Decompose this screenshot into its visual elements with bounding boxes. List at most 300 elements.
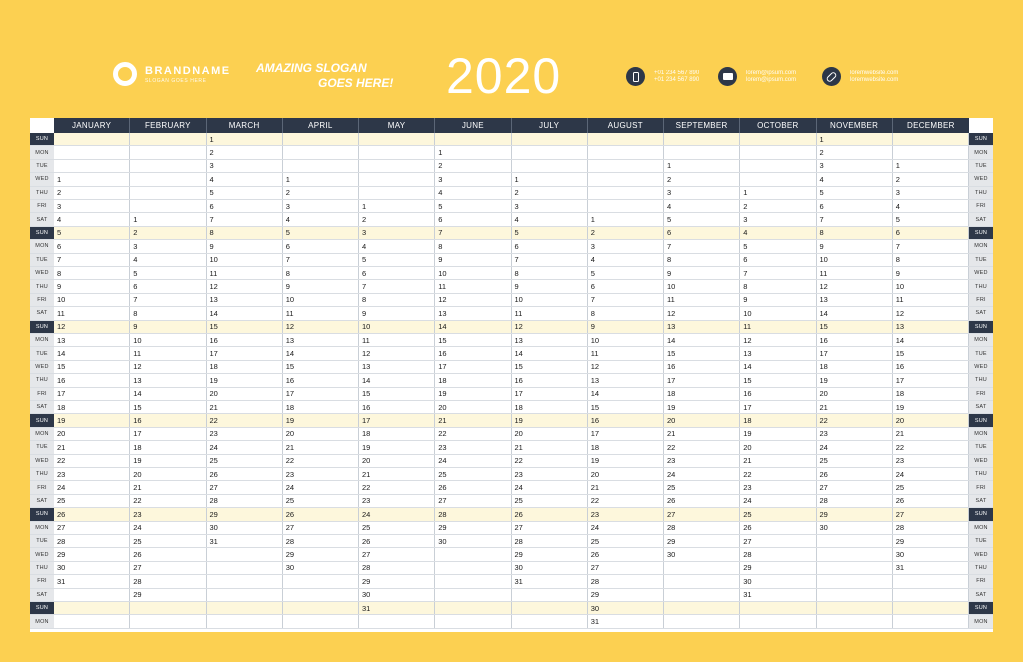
- day-cell[interactable]: [893, 602, 969, 614]
- day-cell[interactable]: [817, 575, 893, 587]
- day-cell[interactable]: [130, 160, 206, 172]
- day-cell[interactable]: 25: [740, 508, 816, 520]
- day-cell[interactable]: 1: [283, 173, 359, 185]
- day-cell[interactable]: 23: [740, 481, 816, 493]
- day-cell[interactable]: 30: [588, 602, 664, 614]
- day-cell[interactable]: 26: [664, 495, 740, 507]
- day-cell[interactable]: 18: [664, 388, 740, 400]
- day-cell[interactable]: 6: [283, 240, 359, 252]
- day-cell[interactable]: 31: [207, 535, 283, 547]
- day-cell[interactable]: 2: [283, 187, 359, 199]
- day-cell[interactable]: 25: [130, 535, 206, 547]
- day-cell[interactable]: 5: [664, 213, 740, 225]
- day-cell[interactable]: 16: [435, 347, 511, 359]
- day-cell[interactable]: 4: [740, 227, 816, 239]
- day-cell[interactable]: 21: [817, 401, 893, 413]
- day-cell[interactable]: 23: [359, 495, 435, 507]
- day-cell[interactable]: [588, 160, 664, 172]
- day-cell[interactable]: [740, 615, 816, 627]
- day-cell[interactable]: [130, 200, 206, 212]
- day-cell[interactable]: 5: [893, 213, 969, 225]
- day-cell[interactable]: 7: [512, 254, 588, 266]
- day-cell[interactable]: 26: [588, 548, 664, 560]
- day-cell[interactable]: 18: [435, 374, 511, 386]
- day-cell[interactable]: 6: [207, 200, 283, 212]
- day-cell[interactable]: [54, 160, 130, 172]
- day-cell[interactable]: 12: [512, 321, 588, 333]
- day-cell[interactable]: 3: [740, 213, 816, 225]
- day-cell[interactable]: 31: [893, 562, 969, 574]
- day-cell[interactable]: 9: [130, 321, 206, 333]
- day-cell[interactable]: 11: [893, 294, 969, 306]
- day-cell[interactable]: 30: [893, 548, 969, 560]
- day-cell[interactable]: 7: [54, 254, 130, 266]
- day-cell[interactable]: 5: [130, 267, 206, 279]
- day-cell[interactable]: [54, 133, 130, 145]
- day-cell[interactable]: 14: [740, 361, 816, 373]
- day-cell[interactable]: 28: [893, 522, 969, 534]
- day-cell[interactable]: 21: [130, 481, 206, 493]
- day-cell[interactable]: 14: [817, 307, 893, 319]
- day-cell[interactable]: 27: [893, 508, 969, 520]
- day-cell[interactable]: 24: [664, 468, 740, 480]
- day-cell[interactable]: 19: [207, 374, 283, 386]
- day-cell[interactable]: [359, 160, 435, 172]
- day-cell[interactable]: 25: [283, 495, 359, 507]
- day-cell[interactable]: 10: [54, 294, 130, 306]
- day-cell[interactable]: 29: [435, 522, 511, 534]
- day-cell[interactable]: 15: [664, 347, 740, 359]
- day-cell[interactable]: 23: [512, 468, 588, 480]
- day-cell[interactable]: 7: [359, 280, 435, 292]
- day-cell[interactable]: 16: [54, 374, 130, 386]
- day-cell[interactable]: 18: [130, 441, 206, 453]
- day-cell[interactable]: 16: [130, 414, 206, 426]
- day-cell[interactable]: 4: [359, 240, 435, 252]
- day-cell[interactable]: 28: [817, 495, 893, 507]
- day-cell[interactable]: 14: [130, 388, 206, 400]
- day-cell[interactable]: [740, 146, 816, 158]
- day-cell[interactable]: 1: [359, 200, 435, 212]
- day-cell[interactable]: 7: [283, 254, 359, 266]
- day-cell[interactable]: 2: [130, 227, 206, 239]
- day-cell[interactable]: [817, 615, 893, 627]
- day-cell[interactable]: [207, 562, 283, 574]
- day-cell[interactable]: 19: [130, 455, 206, 467]
- day-cell[interactable]: 25: [512, 495, 588, 507]
- day-cell[interactable]: 30: [817, 522, 893, 534]
- day-cell[interactable]: 6: [54, 240, 130, 252]
- day-cell[interactable]: [435, 562, 511, 574]
- day-cell[interactable]: 29: [359, 575, 435, 587]
- day-cell[interactable]: 17: [130, 428, 206, 440]
- day-cell[interactable]: 29: [588, 589, 664, 601]
- day-cell[interactable]: 17: [435, 361, 511, 373]
- day-cell[interactable]: 4: [283, 213, 359, 225]
- day-cell[interactable]: 30: [54, 562, 130, 574]
- day-cell[interactable]: [435, 615, 511, 627]
- day-cell[interactable]: 22: [817, 414, 893, 426]
- day-cell[interactable]: 24: [893, 468, 969, 480]
- day-cell[interactable]: [435, 575, 511, 587]
- day-cell[interactable]: 20: [893, 414, 969, 426]
- day-cell[interactable]: 15: [130, 401, 206, 413]
- day-cell[interactable]: [54, 589, 130, 601]
- day-cell[interactable]: 17: [817, 347, 893, 359]
- day-cell[interactable]: [130, 173, 206, 185]
- day-cell[interactable]: 16: [817, 334, 893, 346]
- day-cell[interactable]: 14: [207, 307, 283, 319]
- day-cell[interactable]: 1: [512, 173, 588, 185]
- day-cell[interactable]: 17: [893, 374, 969, 386]
- day-cell[interactable]: [588, 200, 664, 212]
- day-cell[interactable]: 12: [740, 334, 816, 346]
- day-cell[interactable]: 10: [283, 294, 359, 306]
- day-cell[interactable]: [817, 548, 893, 560]
- day-cell[interactable]: 26: [435, 481, 511, 493]
- day-cell[interactable]: 25: [435, 468, 511, 480]
- day-cell[interactable]: 19: [740, 428, 816, 440]
- day-cell[interactable]: 26: [207, 468, 283, 480]
- day-cell[interactable]: 2: [740, 200, 816, 212]
- day-cell[interactable]: 20: [359, 455, 435, 467]
- day-cell[interactable]: [512, 133, 588, 145]
- day-cell[interactable]: 13: [588, 374, 664, 386]
- day-cell[interactable]: 26: [740, 522, 816, 534]
- day-cell[interactable]: 31: [54, 575, 130, 587]
- day-cell[interactable]: [54, 146, 130, 158]
- day-cell[interactable]: 29: [893, 535, 969, 547]
- day-cell[interactable]: 30: [359, 589, 435, 601]
- day-cell[interactable]: 26: [359, 535, 435, 547]
- day-cell[interactable]: 9: [54, 280, 130, 292]
- day-cell[interactable]: 24: [130, 522, 206, 534]
- day-cell[interactable]: 23: [588, 508, 664, 520]
- day-cell[interactable]: 5: [435, 200, 511, 212]
- day-cell[interactable]: 28: [359, 562, 435, 574]
- day-cell[interactable]: [664, 589, 740, 601]
- day-cell[interactable]: 30: [740, 575, 816, 587]
- day-cell[interactable]: [207, 589, 283, 601]
- day-cell[interactable]: 9: [740, 294, 816, 306]
- day-cell[interactable]: 26: [512, 508, 588, 520]
- day-cell[interactable]: 9: [283, 280, 359, 292]
- day-cell[interactable]: 6: [740, 254, 816, 266]
- day-cell[interactable]: 30: [435, 535, 511, 547]
- day-cell[interactable]: 29: [817, 508, 893, 520]
- day-cell[interactable]: [283, 589, 359, 601]
- day-cell[interactable]: 23: [130, 508, 206, 520]
- day-cell[interactable]: 22: [893, 441, 969, 453]
- day-cell[interactable]: 12: [817, 280, 893, 292]
- day-cell[interactable]: 13: [664, 321, 740, 333]
- day-cell[interactable]: 7: [664, 240, 740, 252]
- day-cell[interactable]: 8: [435, 240, 511, 252]
- day-cell[interactable]: 9: [435, 254, 511, 266]
- day-cell[interactable]: 1: [435, 146, 511, 158]
- day-cell[interactable]: 11: [588, 347, 664, 359]
- day-cell[interactable]: 15: [54, 361, 130, 373]
- day-cell[interactable]: 28: [435, 508, 511, 520]
- day-cell[interactable]: 12: [359, 347, 435, 359]
- day-cell[interactable]: 5: [54, 227, 130, 239]
- day-cell[interactable]: 27: [359, 548, 435, 560]
- day-cell[interactable]: 2: [664, 173, 740, 185]
- day-cell[interactable]: 14: [893, 334, 969, 346]
- day-cell[interactable]: 25: [664, 481, 740, 493]
- day-cell[interactable]: 21: [664, 428, 740, 440]
- day-cell[interactable]: 2: [359, 213, 435, 225]
- day-cell[interactable]: 26: [893, 495, 969, 507]
- day-cell[interactable]: 13: [512, 334, 588, 346]
- day-cell[interactable]: 24: [435, 455, 511, 467]
- day-cell[interactable]: 16: [664, 361, 740, 373]
- day-cell[interactable]: 2: [893, 173, 969, 185]
- day-cell[interactable]: 7: [207, 213, 283, 225]
- day-cell[interactable]: 14: [512, 347, 588, 359]
- day-cell[interactable]: 13: [283, 334, 359, 346]
- day-cell[interactable]: [359, 615, 435, 627]
- day-cell[interactable]: 5: [283, 227, 359, 239]
- day-cell[interactable]: 12: [664, 307, 740, 319]
- day-cell[interactable]: 6: [512, 240, 588, 252]
- day-cell[interactable]: [893, 575, 969, 587]
- day-cell[interactable]: 1: [130, 213, 206, 225]
- day-cell[interactable]: 22: [54, 455, 130, 467]
- day-cell[interactable]: 17: [588, 428, 664, 440]
- day-cell[interactable]: 20: [283, 428, 359, 440]
- day-cell[interactable]: 17: [207, 347, 283, 359]
- day-cell[interactable]: [664, 562, 740, 574]
- day-cell[interactable]: 11: [359, 334, 435, 346]
- day-cell[interactable]: [588, 146, 664, 158]
- day-cell[interactable]: 1: [740, 187, 816, 199]
- day-cell[interactable]: 13: [207, 294, 283, 306]
- day-cell[interactable]: 23: [893, 455, 969, 467]
- day-cell[interactable]: [817, 589, 893, 601]
- day-cell[interactable]: 5: [817, 187, 893, 199]
- day-cell[interactable]: 5: [207, 187, 283, 199]
- day-cell[interactable]: 27: [817, 481, 893, 493]
- day-cell[interactable]: 24: [740, 495, 816, 507]
- day-cell[interactable]: 14: [359, 374, 435, 386]
- day-cell[interactable]: 23: [435, 441, 511, 453]
- day-cell[interactable]: [283, 615, 359, 627]
- day-cell[interactable]: [664, 575, 740, 587]
- day-cell[interactable]: 9: [207, 240, 283, 252]
- day-cell[interactable]: 1: [588, 213, 664, 225]
- day-cell[interactable]: 28: [740, 548, 816, 560]
- day-cell[interactable]: [817, 535, 893, 547]
- day-cell[interactable]: 24: [817, 441, 893, 453]
- day-cell[interactable]: 22: [359, 481, 435, 493]
- day-cell[interactable]: [130, 187, 206, 199]
- day-cell[interactable]: 5: [740, 240, 816, 252]
- day-cell[interactable]: 16: [893, 361, 969, 373]
- day-cell[interactable]: 4: [54, 213, 130, 225]
- day-cell[interactable]: 23: [664, 455, 740, 467]
- day-cell[interactable]: 19: [512, 414, 588, 426]
- day-cell[interactable]: 15: [512, 361, 588, 373]
- day-cell[interactable]: 8: [283, 267, 359, 279]
- day-cell[interactable]: 20: [588, 468, 664, 480]
- day-cell[interactable]: [207, 602, 283, 614]
- day-cell[interactable]: 8: [817, 227, 893, 239]
- day-cell[interactable]: 31: [512, 575, 588, 587]
- day-cell[interactable]: 9: [512, 280, 588, 292]
- day-cell[interactable]: 7: [588, 294, 664, 306]
- day-cell[interactable]: 11: [664, 294, 740, 306]
- day-cell[interactable]: 6: [359, 267, 435, 279]
- day-cell[interactable]: [359, 187, 435, 199]
- day-cell[interactable]: 25: [207, 455, 283, 467]
- day-cell[interactable]: 21: [740, 455, 816, 467]
- day-cell[interactable]: 3: [207, 160, 283, 172]
- day-cell[interactable]: [130, 615, 206, 627]
- day-cell[interactable]: 31: [740, 589, 816, 601]
- day-cell[interactable]: 6: [435, 213, 511, 225]
- day-cell[interactable]: 17: [512, 388, 588, 400]
- day-cell[interactable]: 22: [435, 428, 511, 440]
- day-cell[interactable]: 11: [740, 321, 816, 333]
- day-cell[interactable]: 12: [54, 321, 130, 333]
- day-cell[interactable]: 21: [54, 441, 130, 453]
- day-cell[interactable]: [283, 160, 359, 172]
- day-cell[interactable]: 2: [512, 187, 588, 199]
- day-cell[interactable]: [588, 133, 664, 145]
- day-cell[interactable]: 19: [435, 388, 511, 400]
- day-cell[interactable]: 23: [817, 428, 893, 440]
- day-cell[interactable]: 22: [283, 455, 359, 467]
- day-cell[interactable]: 19: [817, 374, 893, 386]
- day-cell[interactable]: [435, 602, 511, 614]
- day-cell[interactable]: [664, 615, 740, 627]
- day-cell[interactable]: 29: [130, 589, 206, 601]
- day-cell[interactable]: 17: [664, 374, 740, 386]
- day-cell[interactable]: 3: [359, 227, 435, 239]
- day-cell[interactable]: 22: [664, 441, 740, 453]
- day-cell[interactable]: 8: [130, 307, 206, 319]
- day-cell[interactable]: 29: [283, 548, 359, 560]
- day-cell[interactable]: 26: [130, 548, 206, 560]
- day-cell[interactable]: [283, 133, 359, 145]
- day-cell[interactable]: 10: [130, 334, 206, 346]
- day-cell[interactable]: 5: [359, 254, 435, 266]
- day-cell[interactable]: 3: [130, 240, 206, 252]
- day-cell[interactable]: 10: [435, 267, 511, 279]
- day-cell[interactable]: 7: [435, 227, 511, 239]
- day-cell[interactable]: 10: [512, 294, 588, 306]
- day-cell[interactable]: 18: [817, 361, 893, 373]
- day-cell[interactable]: [359, 173, 435, 185]
- day-cell[interactable]: 9: [359, 307, 435, 319]
- day-cell[interactable]: 14: [283, 347, 359, 359]
- day-cell[interactable]: 20: [130, 468, 206, 480]
- day-cell[interactable]: 23: [283, 468, 359, 480]
- day-cell[interactable]: 16: [740, 388, 816, 400]
- day-cell[interactable]: 28: [588, 575, 664, 587]
- day-cell[interactable]: 9: [588, 321, 664, 333]
- day-cell[interactable]: 16: [588, 414, 664, 426]
- day-cell[interactable]: [664, 133, 740, 145]
- day-cell[interactable]: 18: [740, 414, 816, 426]
- day-cell[interactable]: 12: [283, 321, 359, 333]
- day-cell[interactable]: 14: [54, 347, 130, 359]
- day-cell[interactable]: 15: [817, 321, 893, 333]
- day-cell[interactable]: 16: [512, 374, 588, 386]
- day-cell[interactable]: 18: [588, 441, 664, 453]
- day-cell[interactable]: 8: [207, 227, 283, 239]
- day-cell[interactable]: 26: [283, 508, 359, 520]
- day-cell[interactable]: 18: [54, 401, 130, 413]
- day-cell[interactable]: 19: [359, 441, 435, 453]
- day-cell[interactable]: 7: [893, 240, 969, 252]
- day-cell[interactable]: 13: [435, 307, 511, 319]
- day-cell[interactable]: 16: [359, 401, 435, 413]
- day-cell[interactable]: 31: [588, 615, 664, 627]
- day-cell[interactable]: 7: [130, 294, 206, 306]
- day-cell[interactable]: 18: [512, 401, 588, 413]
- day-cell[interactable]: 29: [664, 535, 740, 547]
- day-cell[interactable]: 24: [359, 508, 435, 520]
- day-cell[interactable]: 8: [512, 267, 588, 279]
- day-cell[interactable]: 4: [130, 254, 206, 266]
- day-cell[interactable]: 21: [359, 468, 435, 480]
- day-cell[interactable]: 15: [435, 334, 511, 346]
- day-cell[interactable]: 14: [664, 334, 740, 346]
- day-cell[interactable]: 28: [54, 535, 130, 547]
- day-cell[interactable]: [283, 602, 359, 614]
- day-cell[interactable]: 15: [893, 347, 969, 359]
- day-cell[interactable]: 10: [359, 321, 435, 333]
- day-cell[interactable]: 28: [130, 575, 206, 587]
- day-cell[interactable]: 3: [664, 187, 740, 199]
- day-cell[interactable]: 21: [588, 481, 664, 493]
- day-cell[interactable]: [512, 615, 588, 627]
- day-cell[interactable]: 25: [893, 481, 969, 493]
- day-cell[interactable]: 14: [435, 321, 511, 333]
- day-cell[interactable]: 20: [664, 414, 740, 426]
- day-cell[interactable]: 18: [207, 361, 283, 373]
- day-cell[interactable]: 2: [588, 227, 664, 239]
- day-cell[interactable]: 28: [207, 495, 283, 507]
- day-cell[interactable]: 3: [893, 187, 969, 199]
- day-cell[interactable]: 8: [359, 294, 435, 306]
- day-cell[interactable]: [435, 133, 511, 145]
- day-cell[interactable]: 28: [664, 522, 740, 534]
- day-cell[interactable]: 4: [435, 187, 511, 199]
- day-cell[interactable]: 27: [207, 481, 283, 493]
- day-cell[interactable]: 1: [664, 160, 740, 172]
- day-cell[interactable]: 6: [588, 280, 664, 292]
- day-cell[interactable]: [207, 615, 283, 627]
- day-cell[interactable]: [740, 133, 816, 145]
- day-cell[interactable]: 1: [207, 133, 283, 145]
- day-cell[interactable]: 29: [740, 562, 816, 574]
- day-cell[interactable]: 29: [512, 548, 588, 560]
- day-cell[interactable]: 25: [817, 455, 893, 467]
- day-cell[interactable]: 24: [512, 481, 588, 493]
- day-cell[interactable]: 22: [130, 495, 206, 507]
- day-cell[interactable]: 15: [359, 388, 435, 400]
- day-cell[interactable]: 24: [588, 522, 664, 534]
- day-cell[interactable]: 21: [893, 428, 969, 440]
- day-cell[interactable]: [435, 548, 511, 560]
- day-cell[interactable]: 27: [54, 522, 130, 534]
- day-cell[interactable]: 24: [283, 481, 359, 493]
- day-cell[interactable]: 11: [54, 307, 130, 319]
- day-cell[interactable]: [893, 146, 969, 158]
